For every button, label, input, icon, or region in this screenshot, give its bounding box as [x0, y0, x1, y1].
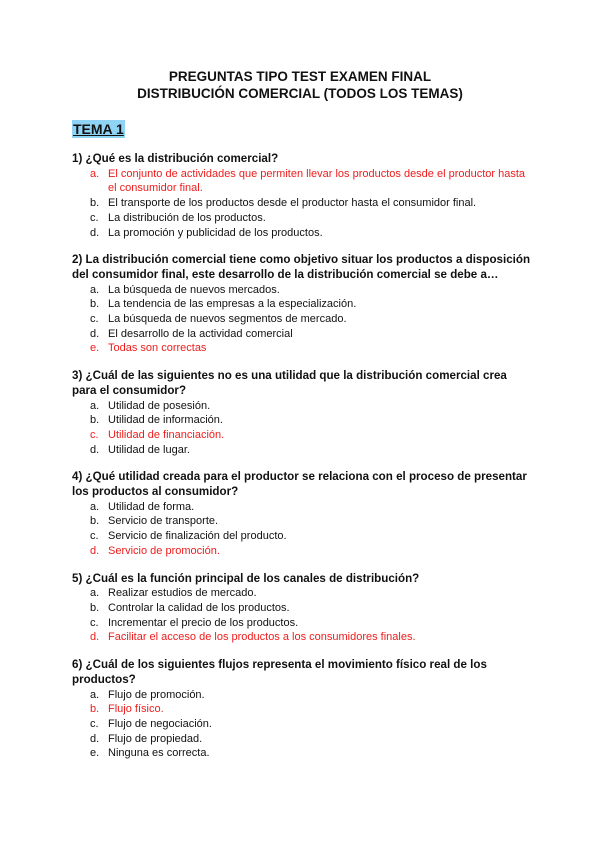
- option-text: La promoción y publicidad de los productos.: [108, 226, 323, 239]
- option-letter: c.: [90, 717, 99, 730]
- option-text: Flujo de negociación.: [108, 717, 212, 730]
- answer-option: [72, 732, 532, 747]
- answer-options: [72, 500, 532, 559]
- option-text: La distribución de los productos.: [108, 211, 266, 224]
- option-letter: c.: [90, 313, 99, 326]
- option-text: Flujo físico.: [108, 703, 164, 716]
- answer-option-correct: [72, 341, 532, 356]
- option-letter: b.: [90, 298, 100, 311]
- answer-option: [72, 601, 532, 616]
- question-text: 4) ¿Qué utilidad creada para el productor se relaciona con el proceso de presentar los productos al consumidor?: [72, 470, 527, 499]
- option-text: Controlar la calidad de los productos.: [108, 601, 290, 614]
- answer-option-correct: [72, 702, 532, 717]
- answer-option: [72, 413, 532, 428]
- option-letter: a.: [90, 399, 100, 412]
- option-letter: a.: [90, 283, 100, 296]
- option-text: Ninguna es correcta.: [108, 747, 210, 760]
- question-text: 6) ¿Cuál de los siguientes flujos representa el movimiento físico real de los productos?: [72, 658, 487, 686]
- answer-option: [72, 226, 532, 241]
- question-text: 3) ¿Cuál de las siguientes no es una utilidad que la distribución comercial crea para el consumidor?: [72, 369, 507, 397]
- option-text: Utilidad de forma.: [108, 500, 195, 513]
- document-title: [0, 68, 600, 102]
- option-letter: e.: [90, 342, 100, 355]
- option-letter: d.: [90, 544, 100, 557]
- title-line-1: PREGUNTAS TIPO TEST EXAMEN FINAL: [168, 69, 432, 84]
- option-letter: a.: [90, 688, 100, 701]
- question-list: [72, 152, 532, 774]
- option-text: Incrementar el precio de los productos.: [108, 616, 299, 629]
- answer-option: [72, 327, 532, 342]
- option-letter: b.: [90, 414, 100, 427]
- option-text: Servicio de finalización del producto.: [108, 530, 287, 543]
- option-letter: a.: [90, 587, 100, 600]
- option-text: Facilitar el acceso de los productos a los consumidores finales.: [108, 631, 416, 644]
- option-text: La búsqueda de nuevos segmentos de mercado.: [108, 313, 347, 326]
- question-block: [72, 253, 532, 356]
- option-letter: a.: [90, 500, 100, 513]
- question-block: [72, 369, 532, 457]
- answer-option-correct: [72, 428, 532, 443]
- option-text: Flujo de propiedad.: [108, 732, 203, 745]
- answer-options: [72, 586, 532, 645]
- option-letter: a.: [90, 167, 100, 180]
- answer-option: [72, 297, 532, 312]
- answer-option: [72, 196, 532, 211]
- option-letter: d.: [90, 631, 100, 644]
- question-text: 5) ¿Cuál es la función principal de los canales de distribución?: [72, 571, 420, 585]
- option-text: El desarrollo de la actividad comercial: [108, 327, 293, 340]
- answer-option: [72, 312, 532, 327]
- option-letter: b.: [90, 515, 100, 528]
- option-letter: c.: [90, 530, 99, 543]
- answer-option-correct: [72, 630, 532, 645]
- option-letter: b.: [90, 601, 100, 614]
- answer-options: [72, 688, 532, 762]
- answer-options: [72, 167, 532, 241]
- option-text: Utilidad de financiación.: [108, 428, 225, 441]
- title-line-2: DISTRIBUCIÓN COMERCIAL (TODOS LOS TEMAS): [137, 86, 463, 101]
- option-letter: c.: [90, 616, 99, 629]
- option-text: Utilidad de posesión.: [108, 399, 211, 412]
- option-text: El transporte de los productos desde el productor hasta el consumidor final.: [108, 197, 477, 210]
- option-text: El conjunto de actividades que permiten llevar los productos desde el productor hasta el consumidor final.: [108, 167, 526, 195]
- answer-option-correct: [72, 167, 532, 196]
- answer-option: [72, 688, 532, 703]
- answer-option: [72, 399, 532, 414]
- question-block: [72, 152, 532, 240]
- answer-option: [72, 283, 532, 298]
- question-block: [72, 572, 532, 646]
- section-heading: TEMA 1: [73, 121, 124, 137]
- answer-option: [72, 746, 532, 761]
- question-block: [72, 658, 532, 761]
- option-letter: c.: [90, 428, 99, 441]
- option-text: Flujo de promoción.: [108, 688, 205, 701]
- question-block: [72, 470, 532, 558]
- option-text: Realizar estudios de mercado.: [108, 587, 257, 600]
- option-text: Servicio de promoción.: [108, 544, 220, 557]
- option-text: Todas son correctas: [108, 342, 207, 355]
- question-text: 1) ¿Qué es la distribución comercial?: [72, 152, 279, 165]
- option-text: La búsqueda de nuevos mercados.: [108, 283, 280, 296]
- option-letter: b.: [90, 197, 100, 210]
- answer-option: [72, 211, 532, 226]
- answer-option-correct: [72, 544, 532, 559]
- option-letter: d.: [90, 226, 100, 239]
- option-letter: e.: [90, 747, 100, 760]
- answer-option: [72, 616, 532, 631]
- answer-options: [72, 283, 532, 357]
- answer-options: [72, 399, 532, 458]
- option-letter: d.: [90, 327, 100, 340]
- option-letter: c.: [90, 211, 99, 224]
- answer-option: [72, 443, 532, 458]
- option-text: La tendencia de las empresas a la especialización.: [108, 298, 357, 311]
- option-text: Utilidad de información.: [108, 414, 223, 427]
- option-letter: d.: [90, 443, 100, 456]
- answer-option: [72, 529, 532, 544]
- option-text: Servicio de transporte.: [108, 515, 219, 528]
- option-text: Utilidad de lugar.: [108, 443, 190, 456]
- question-text: 2) La distribución comercial tiene como objetivo situar los productos a disposición del consumidor final, este desarrollo de la distribución comercial se debe a…: [72, 253, 531, 281]
- option-letter: d.: [90, 732, 100, 745]
- answer-option: [72, 717, 532, 732]
- answer-option: [72, 500, 532, 515]
- option-letter: b.: [90, 703, 100, 716]
- answer-option: [72, 586, 532, 601]
- answer-option: [72, 514, 532, 529]
